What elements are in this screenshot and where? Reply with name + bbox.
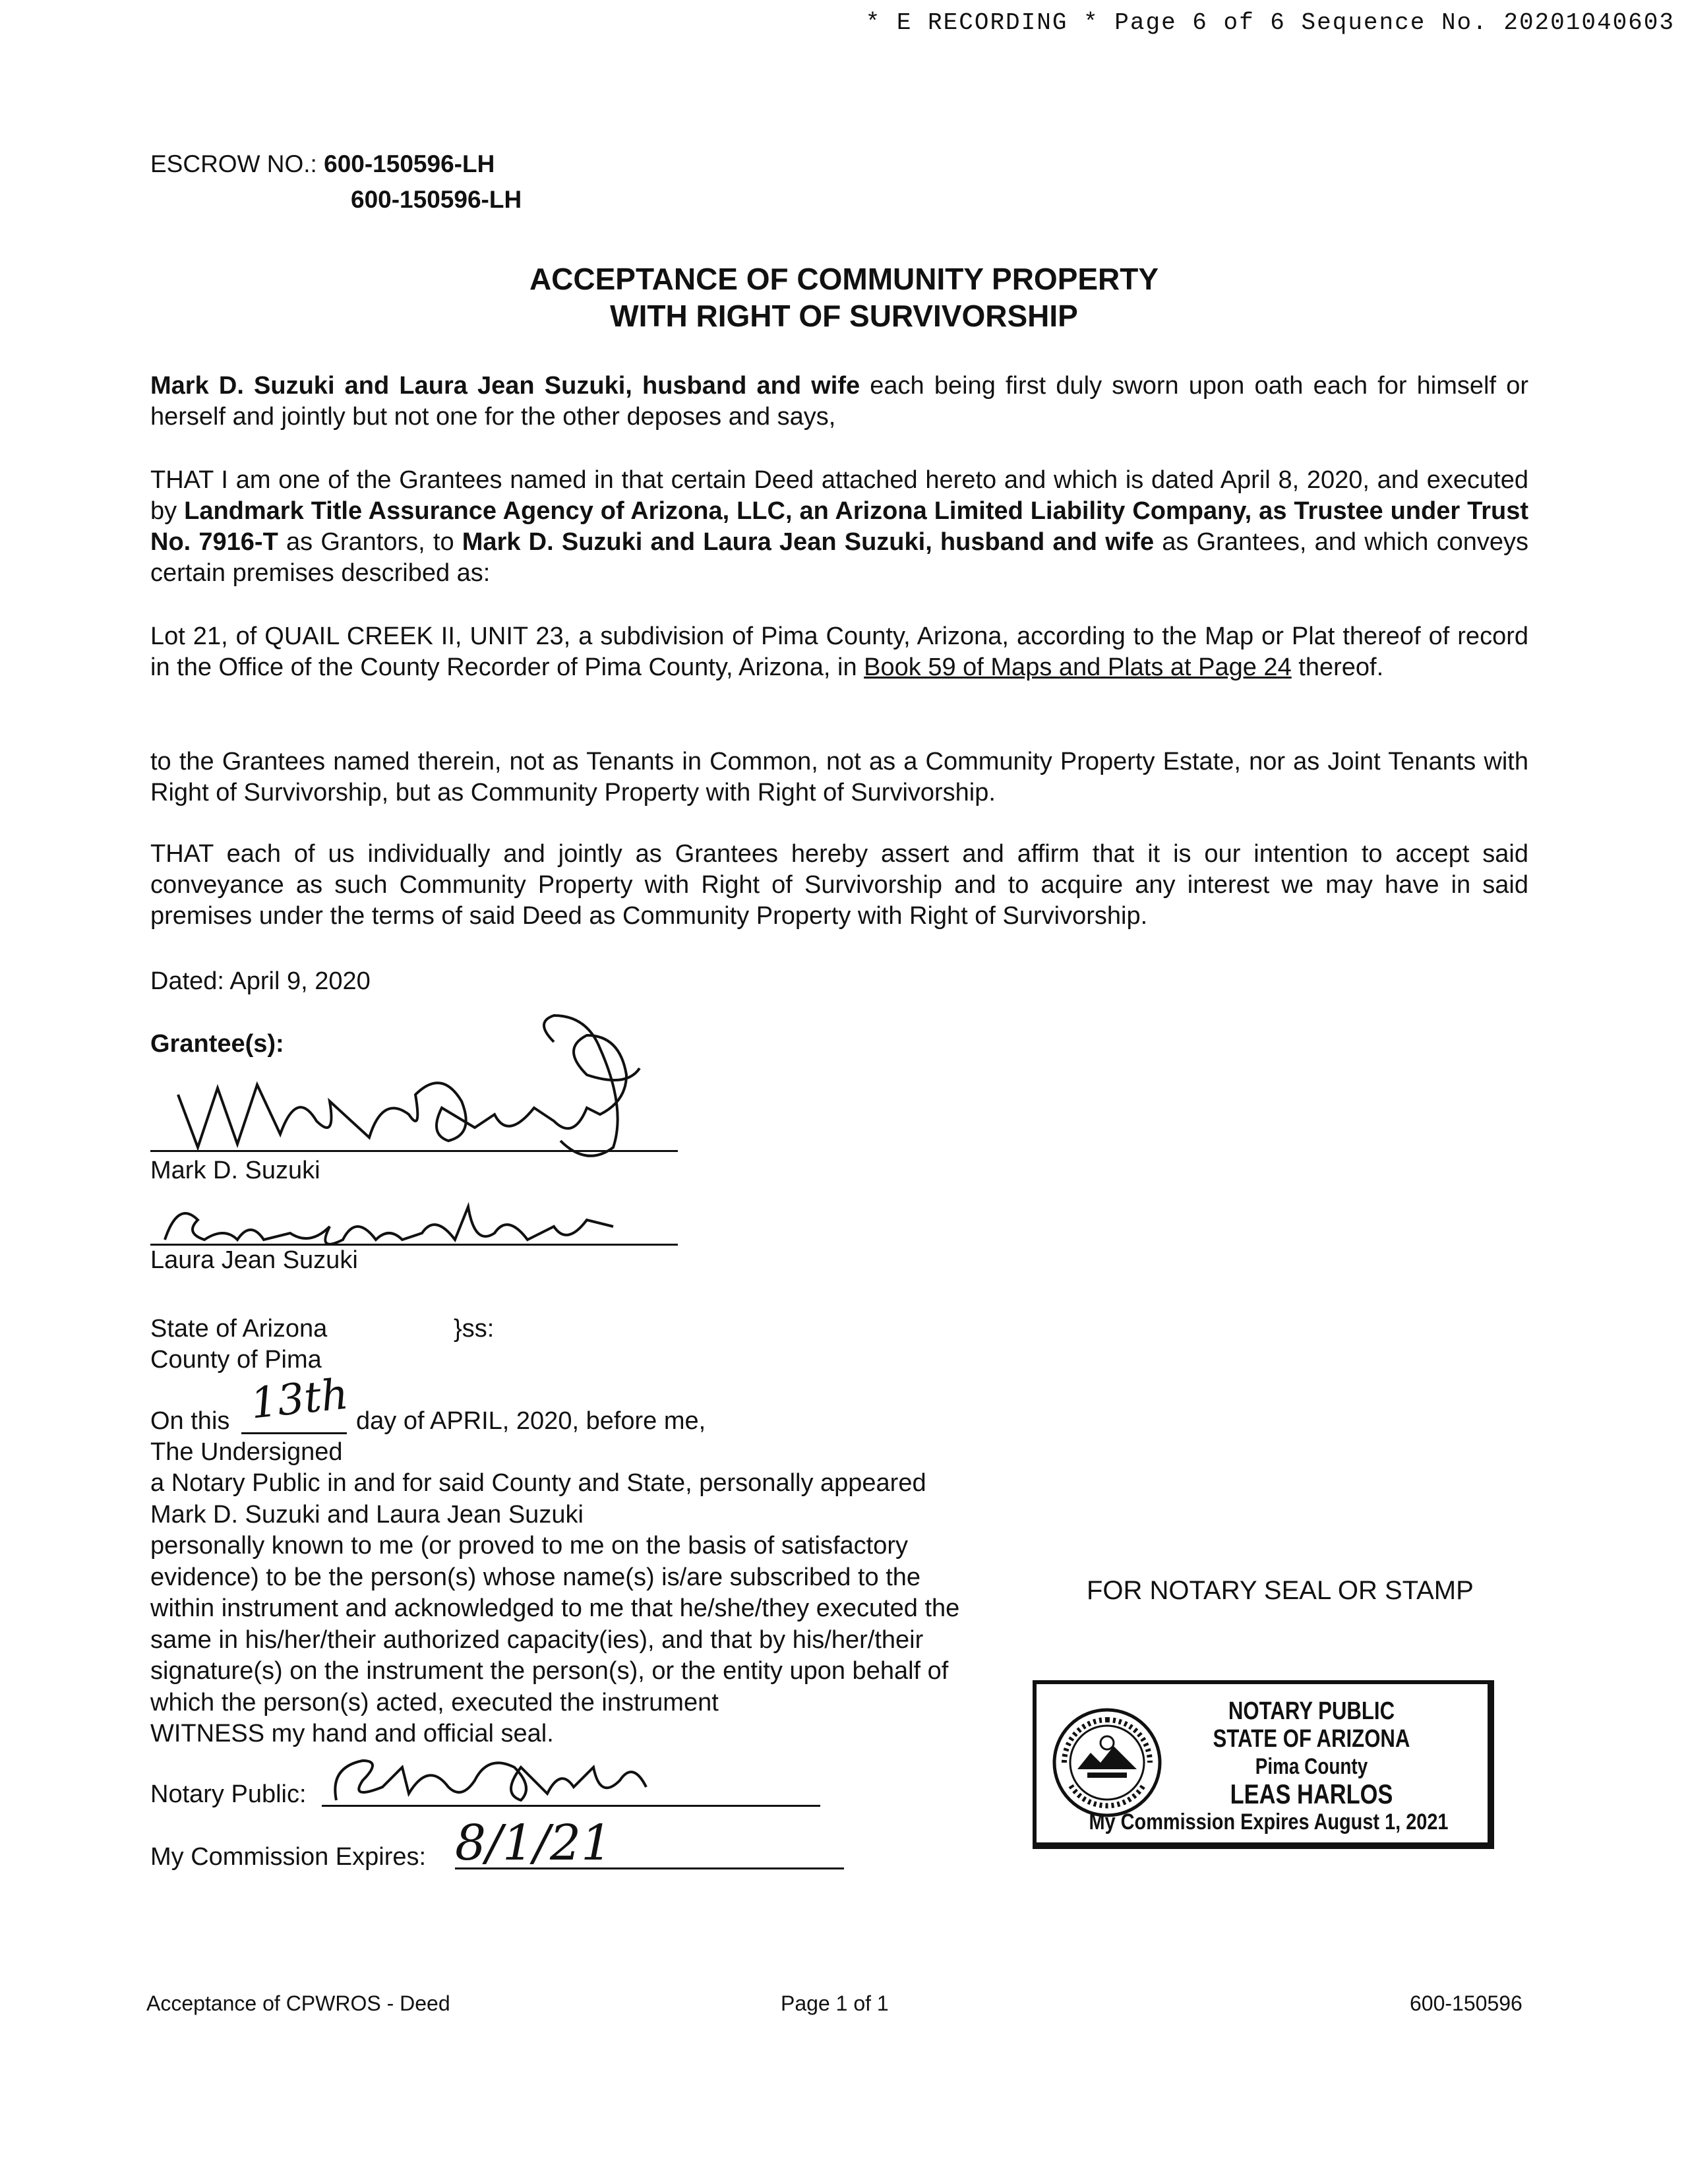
stamp-line-3: Pima County: [1255, 1754, 1368, 1779]
paragraph-legal-description: [150, 621, 1528, 683]
signature-line-1: [150, 1150, 678, 1152]
footer-left: Acceptance of CPWROS - Deed: [146, 1991, 450, 2015]
escrow-number-2: 600-150596-LH: [351, 186, 522, 213]
commission-label: My Commission Expires:: [150, 1843, 427, 1871]
dated-line: Dated: April 9, 2020: [150, 967, 371, 995]
venue-state: State of Arizona: [150, 1315, 328, 1343]
day-handwritten: 13th: [248, 1370, 351, 1429]
on-this-label: On this: [150, 1407, 230, 1435]
deed-text-3: as Grantees, and which conveys certain premises described as:: [150, 528, 1528, 587]
paragraph-affirmation: THAT each of us individually and jointly as Grantees hereby assert and affirm that it is our intention to accept said conveyance as such Community Property with Right of Survivorship and to acquire any interest we may have in said premises under the terms of said Deed as Community Property with Right of Survivorship.: [150, 840, 1528, 930]
day-blank-line: [241, 1432, 347, 1434]
stamp-text: [1172, 1697, 1450, 1808]
ack-line: same in his/her/their authorized capacity(ies), and that by his/her/their: [150, 1625, 924, 1654]
signature-mark-suzuki: [165, 1009, 692, 1161]
day-rest-text: day of APRIL, 2020, before me,: [356, 1407, 706, 1435]
stamp-line-2: STATE OF ARIZONA: [1213, 1725, 1410, 1753]
recording-header: * E RECORDING * Page 6 of 6 Sequence No. 20201040603: [865, 9, 1675, 36]
notary-public-label: Notary Public:: [150, 1780, 307, 1808]
legal-text-2: thereof.: [1291, 653, 1384, 681]
paragraph-deposition: [150, 371, 1528, 433]
arizona-seal-icon: [1051, 1707, 1163, 1819]
grantee-name-2: Laura Jean Suzuki: [150, 1246, 358, 1274]
escrow-label: ESCROW NO.:: [150, 150, 317, 177]
grantee-names: Mark D. Suzuki and Laura Jean Suzuki, husband and wife: [462, 528, 1155, 556]
footer-center: Page 1 of 1: [781, 1991, 889, 2015]
grantee-names-bold: Mark D. Suzuki and Laura Jean Suzuki, husband and wife: [150, 372, 860, 400]
document-title: [0, 260, 1688, 334]
venue-ss: }ss:: [454, 1315, 495, 1343]
seal-caption: FOR NOTARY SEAL OR STAMP: [1087, 1576, 1474, 1605]
undersigned-text: The Undersigned: [150, 1438, 343, 1466]
footer-right: 600-150596: [1410, 1991, 1522, 2015]
escrow-block: [150, 146, 522, 218]
grantees-label: Grantee(s):: [150, 1030, 284, 1058]
stamp-line-1: NOTARY PUBLIC: [1228, 1697, 1395, 1725]
deed-text-1: THAT I am one of the Grantees named in that certain Deed attached hereto and which is dated April 8, 2020, and executed by: [150, 466, 1528, 525]
title-line-2: WITH RIGHT OF SURVIVORSHIP: [610, 299, 1078, 333]
ack-line: Mark D. Suzuki and Laura Jean Suzuki: [150, 1500, 584, 1529]
ack-line: within instrument and acknowledged to me that he/she/they executed the: [150, 1594, 960, 1622]
stamp-line-4: LEAS HARLOS: [1230, 1778, 1393, 1809]
paragraph-tenancy: to the Grantees named therein, not as Tenants in Common, not as a Community Property Estate, nor as Joint Tenants with Right of Survivorship, but as Community Property with Right of Survivorship.: [150, 748, 1528, 806]
title-line-1: ACCEPTANCE OF COMMUNITY PROPERTY: [529, 262, 1159, 296]
notary-stamp: [1033, 1680, 1494, 1849]
notary-acknowledgment: [150, 1468, 959, 1750]
paragraph-deed-reference: [150, 465, 1528, 589]
deed-text-2: as Grantors, to: [278, 528, 462, 556]
grantor-name: Landmark Title Assurance Agency of Arizona, LLC, an Arizona Limited Liability Company, as Trustee under Trust No. 7916-T: [150, 497, 1528, 556]
legal-text-1: Lot 21, of QUAIL CREEK II, UNIT 23, a subdivision of Pima County, Arizona, according to the Map or Plat thereof of record in the Office of the County Recorder of Pima County, Arizona, in: [150, 622, 1528, 681]
ack-line: personally known to me (or proved to me on the basis of satisfactory: [150, 1532, 908, 1560]
grantee-name-1: Mark D. Suzuki: [150, 1157, 320, 1184]
ack-line: signature(s) on the instrument the person(s), or the entity upon behalf of: [150, 1657, 949, 1685]
deposition-text: each being first duly sworn upon oath each for himself or herself and jointly but not one for the other deposes and says,: [150, 372, 1528, 431]
plat-reference: Book 59 of Maps and Plats at Page 24: [864, 653, 1292, 681]
notary-signature-line: [322, 1805, 820, 1807]
stamp-line-5: My Commission Expires August 1, 2021: [1089, 1809, 1449, 1835]
escrow-number-1: 600-150596-LH: [324, 150, 495, 177]
venue-county: County of Pima: [150, 1346, 322, 1374]
notary-signature: [323, 1741, 666, 1813]
ack-line: WITNESS my hand and official seal.: [150, 1720, 554, 1747]
ack-line: a Notary Public in and for said County and State, personally appeared: [150, 1469, 926, 1497]
ack-line: which the person(s) acted, executed the instrument: [150, 1688, 719, 1716]
ack-line: evidence) to be the person(s) whose name(s) is/are subscribed to the: [150, 1563, 921, 1591]
commission-handwritten: 8/1/21: [455, 1815, 613, 1871]
